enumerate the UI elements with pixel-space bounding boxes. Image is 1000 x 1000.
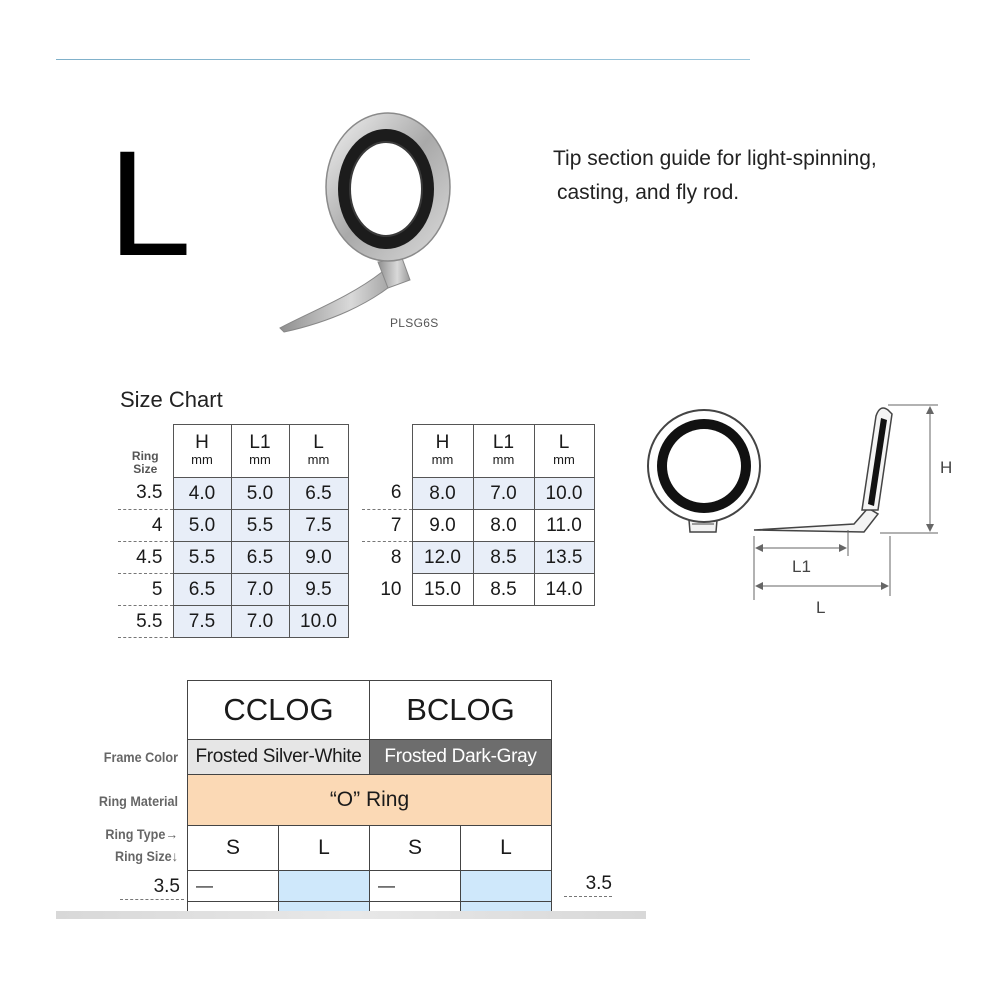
value-l1: 8.0 xyxy=(473,510,534,542)
header-l1 xyxy=(231,425,289,478)
product-code: PLSG6S xyxy=(390,316,439,330)
value-h: 7.5 xyxy=(173,606,231,638)
ring-size-header xyxy=(118,425,173,478)
table-row xyxy=(362,574,594,606)
ring-type-l: L xyxy=(279,826,370,871)
ring-size-header-line: Size xyxy=(133,461,158,476)
frame-color-label: Frame Color xyxy=(103,749,178,765)
header-unit: mm xyxy=(191,452,213,467)
model-bclog: BCLOG xyxy=(370,681,552,740)
table-row xyxy=(362,542,594,574)
ring-size: 5.5 xyxy=(118,606,173,638)
value-h: 5.5 xyxy=(173,542,231,574)
l1-label: L1 xyxy=(792,557,811,576)
l-dimension xyxy=(755,536,890,596)
table-row xyxy=(118,510,348,542)
l-label: L xyxy=(816,598,826,617)
size-chart-right xyxy=(362,424,595,606)
ring-type-label: Ring Type→ xyxy=(105,826,178,842)
header-h xyxy=(173,425,231,478)
value-l1: 8.5 xyxy=(473,574,534,606)
availability-cell: — xyxy=(370,871,461,902)
header-name: L1 xyxy=(249,432,271,453)
value-l: 10.0 xyxy=(534,478,594,510)
ring-type-l: L xyxy=(461,826,552,871)
table-row xyxy=(362,478,594,510)
front-view-ring xyxy=(648,410,760,532)
header-name: L xyxy=(313,432,324,453)
ring-type-s: S xyxy=(370,826,461,871)
ring-size-header-line: Ring xyxy=(131,448,159,463)
ring-size: 8 xyxy=(390,546,402,568)
table-row xyxy=(118,574,348,606)
value-h: 4.0 xyxy=(173,478,231,510)
table-row xyxy=(188,871,552,902)
value-l: 6.5 xyxy=(289,478,348,510)
header-l xyxy=(534,425,594,478)
header-name: L1 xyxy=(492,432,515,453)
ring-size-label: Ring Size↓ xyxy=(114,848,178,864)
value-l: 9.5 xyxy=(289,574,348,606)
header-unit: mm xyxy=(307,452,330,467)
header-unit: mm xyxy=(553,452,575,467)
description-line: casting, and fly rod. xyxy=(557,181,740,204)
ring-size: 6 xyxy=(362,478,412,510)
model-spec-table xyxy=(187,680,552,915)
value-l: 13.5 xyxy=(534,542,594,574)
description-line: Tip section guide for light-spinning, xyxy=(553,147,877,170)
table-row xyxy=(118,542,348,574)
header-unit: mm xyxy=(249,452,271,467)
value-l1: 6.5 xyxy=(231,542,289,574)
h-label: H xyxy=(940,458,953,477)
ring-type-s: S xyxy=(188,826,279,871)
model-cclog: CCLOG xyxy=(188,681,370,740)
ring-size-header-blank xyxy=(362,425,412,478)
ring-size-row-label-right: 3.5 xyxy=(564,873,612,897)
header-h xyxy=(412,425,473,478)
header-l xyxy=(289,425,348,478)
ring-size: 4.5 xyxy=(118,542,173,574)
guide-product-photo xyxy=(270,112,460,334)
availability-cell: — xyxy=(188,871,279,902)
bottom-crop-edge xyxy=(56,911,646,919)
ring-size: 10 xyxy=(380,578,402,600)
value-l: 14.0 xyxy=(534,574,594,606)
dimension-diagram xyxy=(640,400,970,625)
value-l1: 8.5 xyxy=(473,542,534,574)
side-view-guide xyxy=(754,408,892,532)
value-h: 5.0 xyxy=(173,510,231,542)
value-h: 8.0 xyxy=(412,478,473,510)
value-l1: 7.0 xyxy=(231,606,289,638)
ring-material-value: “O” Ring xyxy=(188,775,552,826)
ring-size: 4 xyxy=(118,510,173,542)
value-l1: 5.5 xyxy=(231,510,289,542)
value-h: 15.0 xyxy=(412,574,473,606)
frame-color-dark: Frosted Dark-Gray xyxy=(370,740,552,775)
guide-description xyxy=(553,142,973,210)
value-l: 11.0 xyxy=(534,510,594,542)
header-name: H xyxy=(195,432,209,453)
header-unit: mm xyxy=(431,452,454,467)
frame-color-silver: Frosted Silver-White xyxy=(188,740,370,775)
availability-cell xyxy=(461,871,552,902)
header-l1 xyxy=(473,425,534,478)
header-name: L xyxy=(558,432,570,453)
value-l: 9.0 xyxy=(289,542,348,574)
value-h: 9.0 xyxy=(412,510,473,542)
value-l: 7.5 xyxy=(289,510,348,542)
availability-cell xyxy=(279,871,370,902)
value-l: 10.0 xyxy=(289,606,348,638)
size-chart-title: Size Chart xyxy=(120,387,223,412)
ring-size: 5 xyxy=(118,574,173,606)
ring-size-row-label-left: 3.5 xyxy=(120,876,184,900)
value-l1: 7.0 xyxy=(473,478,534,510)
guide-type-letter: L xyxy=(108,119,192,287)
header-name: H xyxy=(435,432,450,453)
top-divider xyxy=(56,59,750,60)
value-h: 12.0 xyxy=(412,542,473,574)
ring-size: 3.5 xyxy=(118,478,173,510)
table-row xyxy=(118,478,348,510)
size-chart-left xyxy=(118,424,349,638)
header-unit: mm xyxy=(492,452,515,467)
table-row xyxy=(118,606,348,638)
value-h: 6.5 xyxy=(173,574,231,606)
ring-size: 7 xyxy=(362,510,412,542)
ring-material-label: Ring Material xyxy=(98,793,178,809)
value-l1: 5.0 xyxy=(231,478,289,510)
table-row xyxy=(362,510,594,542)
value-l1: 7.0 xyxy=(231,574,289,606)
